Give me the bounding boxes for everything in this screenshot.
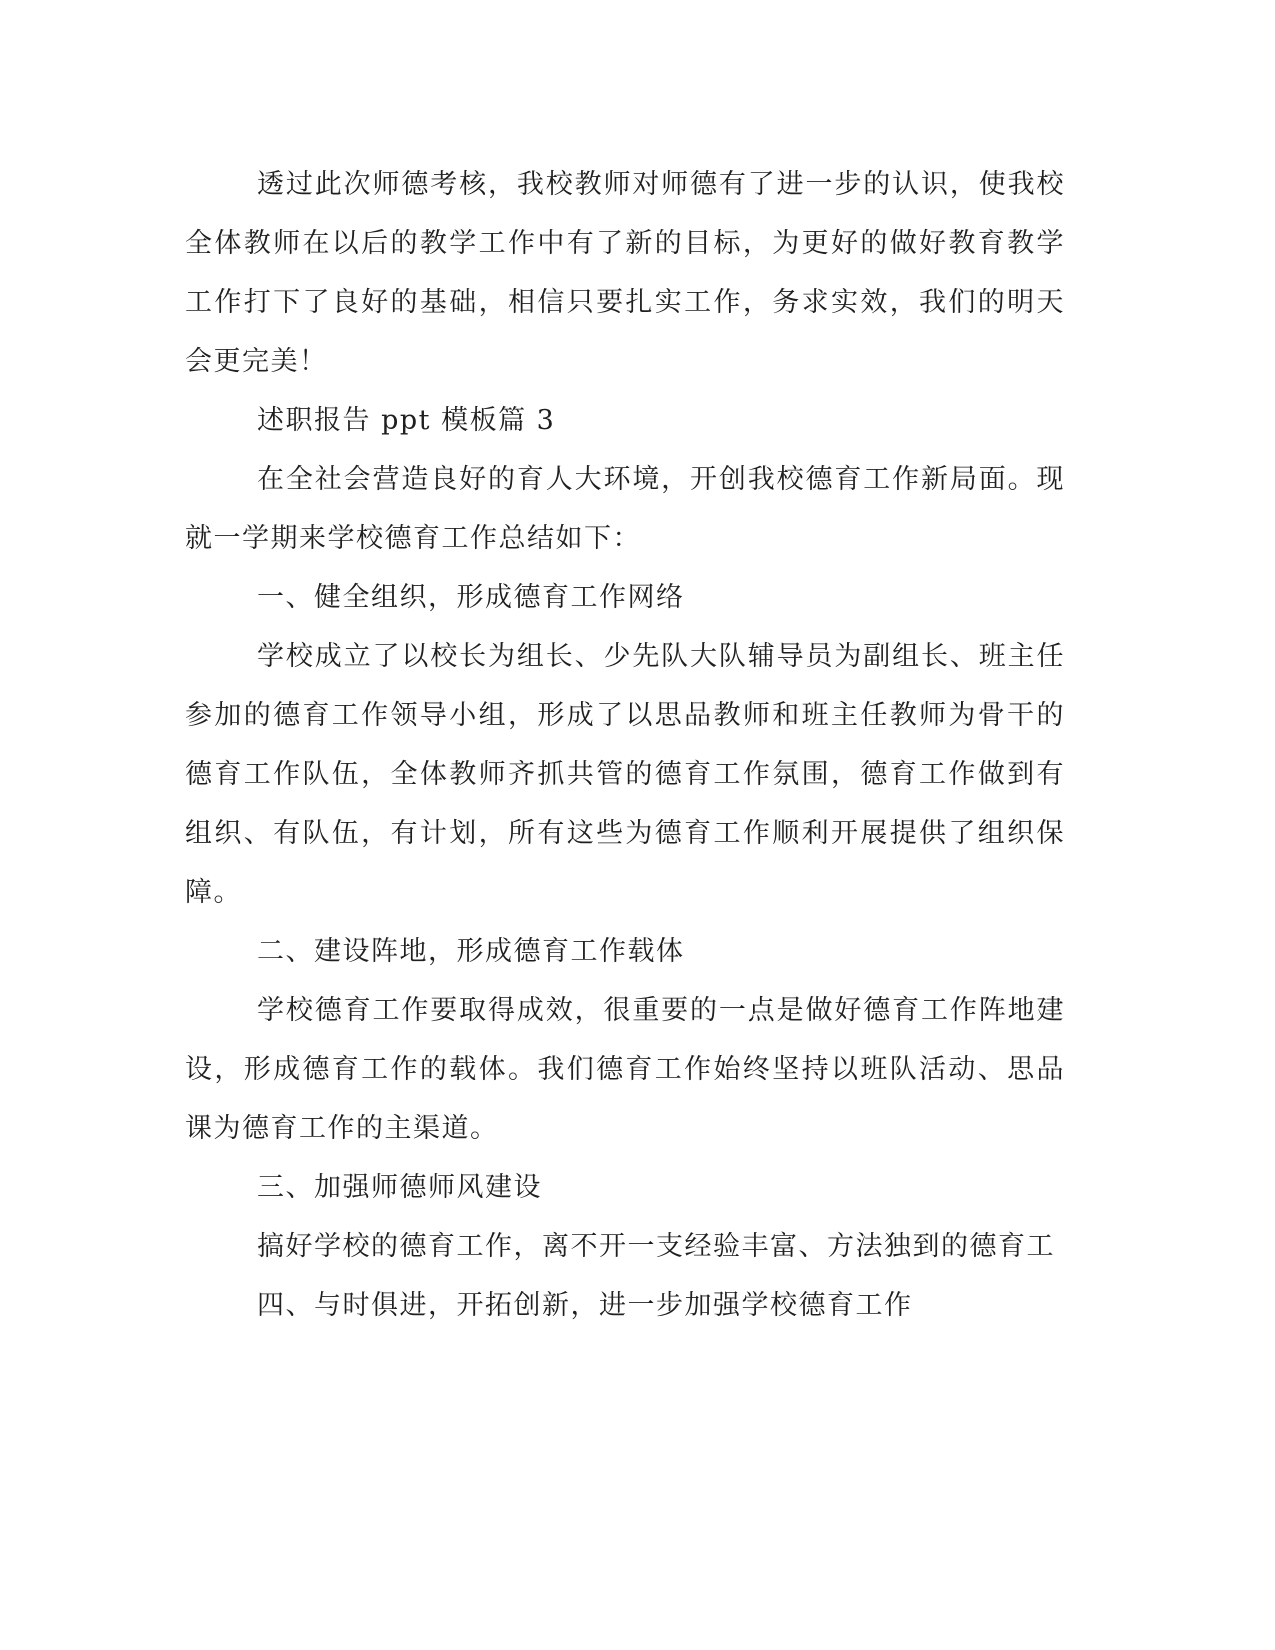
heading-1-organization: 一、健全组织，形成德育工作网络 [257, 582, 685, 613]
section-title-report-template-3: 述职报告 ppt 模板篇 3 [257, 405, 556, 436]
heading-2-platform: 二、建设阵地，形成德育工作载体 [257, 936, 685, 967]
paragraph-intro: 在全社会营造良好的育人大环境，开创我校德育工作新局面。现就一学期来学校德育工作总结如下： [185, 464, 1065, 554]
paragraph-platform: 学校德育工作要取得成效，很重要的一点是做好德育工作阵地建设，形成德育工作的载体。我们德育工作始终坚持以班队活动、思品课为德育工作的主渠道。 [185, 995, 1065, 1144]
paragraph-teacher-ethics-truncated: 搞好学校的德育工作，离不开一支经验丰富、方法独到的德育工 [257, 1231, 1055, 1262]
heading-3-teacher-ethics: 三、加强师德师风建设 [257, 1172, 542, 1203]
paragraph-organization: 学校成立了以校长为组长、少先队大队辅导员为副组长、班主任参加的德育工作领导小组，形成了以思品教师和班主任教师为骨干的德育工作队伍，全体教师齐抓共管的德育工作氛围，德育工作做到有组织、有队伍，有计划，所有这些为德育工作顺利开展提供了组织保障。 [185, 641, 1065, 908]
heading-4-innovation: 四、与时俱进，开拓创新，进一步加强学校德育工作 [257, 1290, 913, 1321]
paragraph-teacher-ethics-conclusion: 透过此次师德考核，我校教师对师德有了进一步的认识，使我校全体教师在以后的教学工作中有了新的目标，为更好的做好教育教学工作打下了良好的基础，相信只要扎实工作，务求实效，我们的明天会更完美！ [185, 169, 1065, 377]
document-body [185, 155, 1065, 1335]
